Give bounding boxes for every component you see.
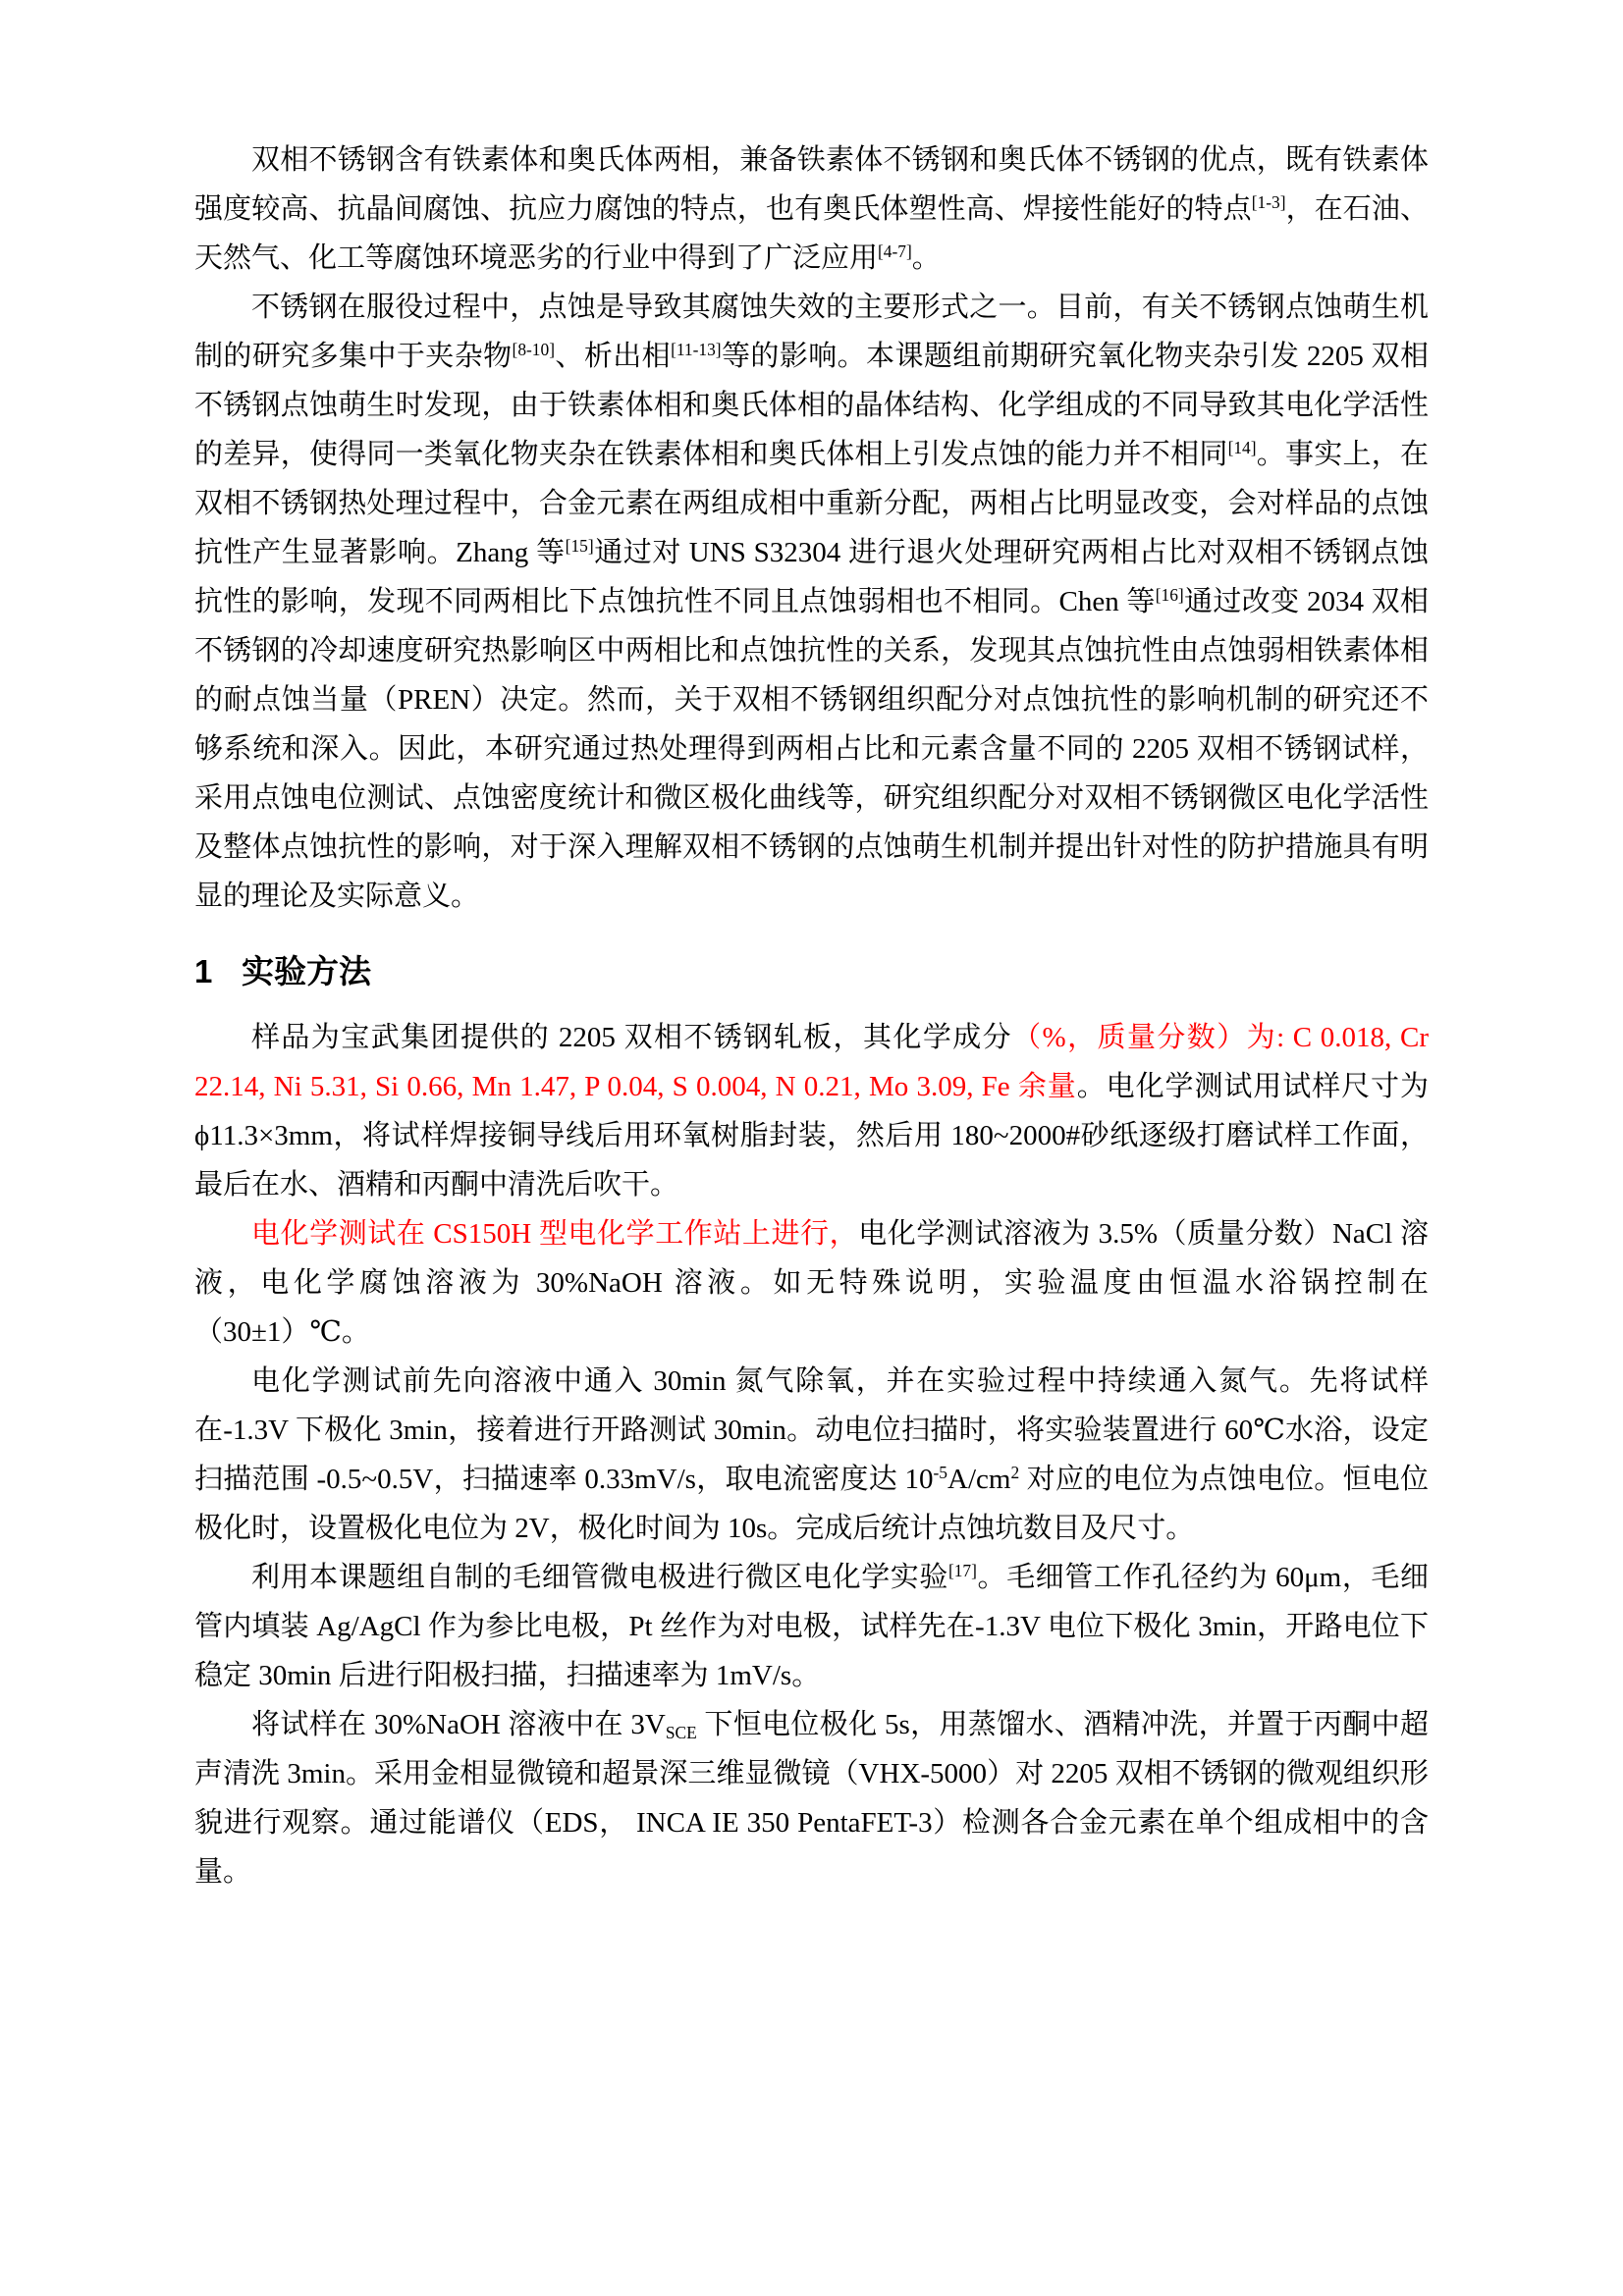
text-run: 等的影响。本课题组前期研究氧化物夹杂引发 2205 双相不锈钢点蚀萌生时发现，由于铁素体相和奥氏体相的晶体结构、化学组成的不同导致其电化学活性的差异，使得同一类氧化物夹杂在铁素体相和奥氏体相上引发点蚀的能力并不相同	[194, 341, 1429, 470]
text-run: 下恒电位极化 5s，用蒸馏水、酒精冲洗，并置于丙酮中超声清洗 3min。采用金相显微镜和超景深三维显微镜（VHX-5000）对 2205 双相不锈钢的微观组织形貌进行观察。通过能谱仪（EDS， INCA IE 350 PentaFET-3）检测各合金元素在单个组成相中的含量。	[194, 1709, 1429, 1888]
text-run: 将试样在 30%NaOH 溶液中在 3V	[251, 1709, 666, 1740]
text-run: 通过改变 2034 双相不锈钢的冷却速度研究热影响区中两相比和点蚀抗性的关系，发现其点蚀抗性由点蚀弱相铁素体相的耐点蚀当量（PREN）决定。然而，关于双相不锈钢组织配分对点蚀抗性的影响机制的研究还不够系统和深入。因此，本研究通过热处理得到两相占比和元素含量不同的 2205 双相不锈钢试样，采用点蚀电位测试、点蚀密度统计和微区极化曲线等，研究组织配分对双相不锈钢微区电化学活性及整体点蚀抗性的影响，对于深入理解双相不锈钢的点蚀萌生机制并提出针对性的防护措施具有明显的理论及实际意义。	[194, 586, 1429, 912]
text-run: 电化学测试前先向溶液中通入 30min 氮气除氧，并在实验过程中持续通入氮气。先将试样在-1.3V 下极化 3min，接着进行开路测试 30min。动电位扫描时，将实验装置进行 60℃水浴，设定扫描范围 -0.5~0.5V，扫描速率 0.33mV/s，取电流密度达 10	[194, 1365, 1429, 1495]
text-run: 利用本课题组自制的毛细管微电极进行微区电化学实验	[251, 1562, 948, 1593]
superscript: [11-13]	[671, 340, 722, 360]
section-title: 实验方法	[242, 953, 372, 989]
text-run: A/cm	[947, 1464, 1011, 1495]
paragraph	[194, 1357, 1429, 1553]
paragraph	[194, 1553, 1429, 1700]
superscript: 2	[1010, 1463, 1020, 1483]
text-run: 、析出相	[555, 341, 672, 372]
paragraph	[194, 135, 1429, 283]
superscript: [1-3]	[1251, 192, 1286, 213]
text-run: ，在石油、天然气、化工等腐蚀环境恶劣的行业中得到了广泛应用	[194, 193, 1429, 274]
superscript: [4-7]	[878, 241, 912, 262]
document-body	[194, 135, 1429, 1896]
text-run: （%，质量分数）为: C 0.018, Cr 22.14, Ni 5.31, Si 0.66, Mn 1.47, P 0.04, S 0.004, N 0.21, Mo 3.09, Fe 余量	[194, 1022, 1429, 1102]
superscript: [8-10]	[512, 340, 555, 360]
text-run: 电化学测试溶液为 3.5%（质量分数）NaCl 溶液，电化学腐蚀溶液为 30%NaOH 溶液。如无特殊说明，实验温度由恒温水浴锅控制在（30±1）℃。	[194, 1218, 1429, 1348]
subscript: SCE	[665, 1722, 697, 1742]
text-run: 双相不锈钢含有铁素体和奥氏体两相，兼备铁素体不锈钢和奥氏体不锈钢的优点，既有铁素体强度较高、抗晶间腐蚀、抗应力腐蚀的特点，也有奥氏体塑性高、焊接性能好的特点	[194, 144, 1429, 225]
paragraph	[194, 1209, 1429, 1357]
text-run: 。电化学测试用试样尺寸为 ϕ11.3×3mm，将试样焊接铜导线后用环氧树脂封装，然后用 180~2000#砂纸逐级打磨试样工作面，最后在水、酒精和丙酮中清洗后吹干。	[194, 1071, 1429, 1201]
text-run: 。	[911, 242, 941, 274]
text-run: 电化学测试在 CS150H 型电化学工作站上进行，	[251, 1218, 859, 1250]
text-run: 样品为宝武集团提供的 2205 双相不锈钢轧板，其化学成分	[251, 1022, 1013, 1053]
paragraph	[194, 1013, 1429, 1209]
superscript: [16]	[1155, 585, 1184, 606]
superscript: [17]	[947, 1561, 977, 1581]
text-run: 。毛细管工作孔径约为 60μm，毛细管内填装 Ag/AgCl 作为参比电极，Pt 丝作为对电极，试样先在-1.3V 电位下极化 3min，开路电位下稳定 30min 后进行阳极扫描，扫描速率为 1mV/s。	[194, 1562, 1429, 1691]
paragraph	[194, 283, 1429, 921]
paragraph	[194, 1700, 1429, 1896]
text-run: 不锈钢在服役过程中，点蚀是导致其腐蚀失效的主要形式之一。目前，有关不锈钢点蚀萌生机制的研究多集中于夹杂物	[194, 292, 1429, 372]
text-run: 。事实上，在双相不锈钢热处理过程中，合金元素在两组成相中重新分配，两相占比明显改变，会对样品的点蚀抗性产生显著影响。Zhang 等	[194, 439, 1429, 568]
superscript: -5	[933, 1463, 948, 1483]
section-number: 1	[194, 953, 213, 989]
section-heading	[194, 950, 1429, 993]
text-run: 对应的电位为点蚀电位。恒电位极化时，设置极化电位为 2V，极化时间为 10s。完成后统计点蚀坑数目及尺寸。	[194, 1464, 1429, 1544]
superscript: [15]	[565, 536, 594, 557]
superscript: [14]	[1227, 438, 1257, 458]
text-run: 通过对 UNS S32304 进行退火处理研究两相占比对双相不锈钢点蚀抗性的影响，发现不同两相比下点蚀抗性不同且点蚀弱相也不相同。Chen 等	[194, 537, 1429, 617]
